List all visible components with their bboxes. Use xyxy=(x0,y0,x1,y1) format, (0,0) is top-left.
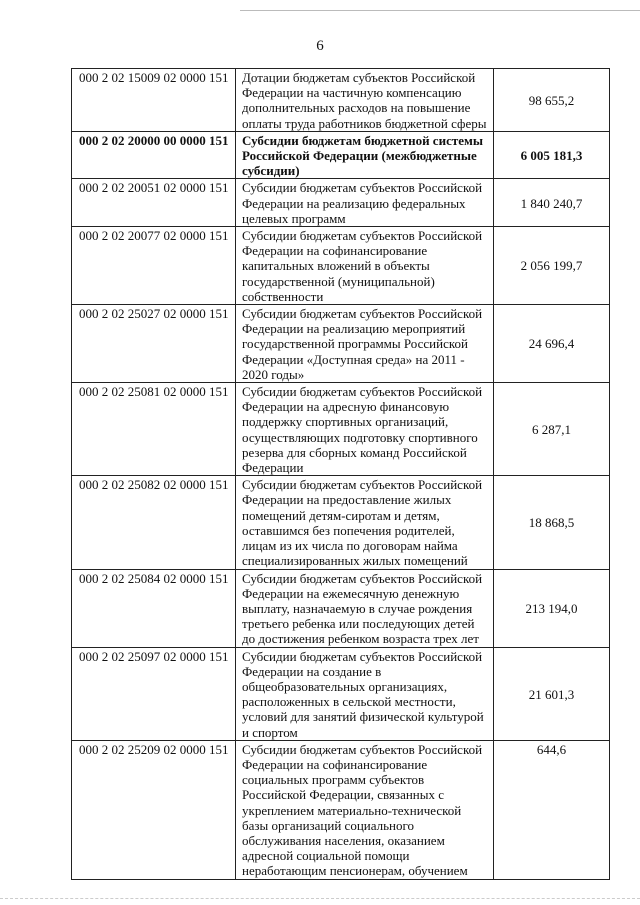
bottom-edge-line xyxy=(0,898,640,899)
amount-cell: 1 840 240,7 xyxy=(494,179,610,227)
amount-cell: 18 868,5 xyxy=(494,476,610,569)
table-row xyxy=(72,305,610,383)
description-cell: Субсидии бюджетам субъектов Российской Федерации на ежемесячную денежную выплату, назначаемую в случае рождения третьего ребенка или последующих детей до достижения ребенком возраста трех лет xyxy=(236,569,494,647)
top-edge-line xyxy=(240,10,640,11)
amount-cell: 24 696,4 xyxy=(494,305,610,383)
amount-cell: 644,6 xyxy=(494,740,610,879)
budget-code-cell: 000 2 02 20051 02 0000 151 xyxy=(72,179,236,227)
budget-code-cell: 000 2 02 25027 02 0000 151 xyxy=(72,305,236,383)
table-row xyxy=(72,569,610,647)
description-cell: Субсидии бюджетам субъектов Российской Федерации на предоставление жилых помещений детям-сиротам и детям, оставшимся без попечения родителей, лицам из их числа по договорам найма специализированных жилых помещений xyxy=(236,476,494,569)
budget-code-cell: 000 2 02 20077 02 0000 151 xyxy=(72,227,236,305)
budget-code-cell: 000 2 02 25084 02 0000 151 xyxy=(72,569,236,647)
page-number: 6 xyxy=(316,38,324,54)
table-row xyxy=(72,383,610,476)
budget-code-cell: 000 2 02 20000 00 0000 151 xyxy=(72,131,236,179)
amount-cell: 2 056 199,7 xyxy=(494,227,610,305)
table-row xyxy=(72,740,610,879)
description-cell: Субсидии бюджетам субъектов Российской Федерации на реализацию мероприятий государственной программы Российской Федерации «Доступная среда» на 2011 - 2020 годы» xyxy=(236,305,494,383)
budget-code-cell: 000 2 02 25097 02 0000 151 xyxy=(72,647,236,740)
description-cell: Дотации бюджетам субъектов Российской Федерации на частичную компенсацию дополнительных расходов на повышение оплаты труда работников бюджетной сферы xyxy=(236,69,494,132)
budget-code-cell: 000 2 02 15009 02 0000 151 xyxy=(72,69,236,132)
table-row-subtotal xyxy=(72,131,610,179)
table-row xyxy=(72,179,610,227)
budget-code-cell: 000 2 02 25209 02 0000 151 xyxy=(72,740,236,879)
table-row xyxy=(72,647,610,740)
budget-code-cell: 000 2 02 25082 02 0000 151 xyxy=(72,476,236,569)
amount-cell: 21 601,3 xyxy=(494,647,610,740)
description-cell: Субсидии бюджетам субъектов Российской Федерации на адресную финансовую поддержку спортивных организаций, осуществляющих подготовку спортивного резерва для сборных команд Российской Федерации xyxy=(236,383,494,476)
description-cell: Субсидии бюджетам субъектов Российской Федерации на софинансирование социальных программ субъектов Российской Федерации, связанных с укреплением материально-технической базы организаций социального обслуживания населения, оказанием адресной социальной помощи неработающим пенсионерам, обучением xyxy=(236,740,494,879)
description-cell: Субсидии бюджетам субъектов Российской Федерации на создание в общеобразовательных организациях, расположенных в сельской местности, условий для занятий физической культурой и спортом xyxy=(236,647,494,740)
table-row xyxy=(72,227,610,305)
amount-cell: 6 005 181,3 xyxy=(494,131,610,179)
amount-cell: 213 194,0 xyxy=(494,569,610,647)
budget-revenue-table xyxy=(71,68,610,880)
description-cell: Субсидии бюджетам субъектов Российской Федерации на реализацию федеральных целевых программ xyxy=(236,179,494,227)
description-cell: Субсидии бюджетам бюджетной системы Российской Федерации (межбюджетные субсидии) xyxy=(236,131,494,179)
table-row xyxy=(72,69,610,132)
table-row xyxy=(72,476,610,569)
amount-cell: 98 655,2 xyxy=(494,69,610,132)
budget-code-cell: 000 2 02 25081 02 0000 151 xyxy=(72,383,236,476)
description-cell: Субсидии бюджетам субъектов Российской Федерации на софинансирование капитальных вложений в объекты государственной (муниципальной) собственности xyxy=(236,227,494,305)
amount-cell: 6 287,1 xyxy=(494,383,610,476)
